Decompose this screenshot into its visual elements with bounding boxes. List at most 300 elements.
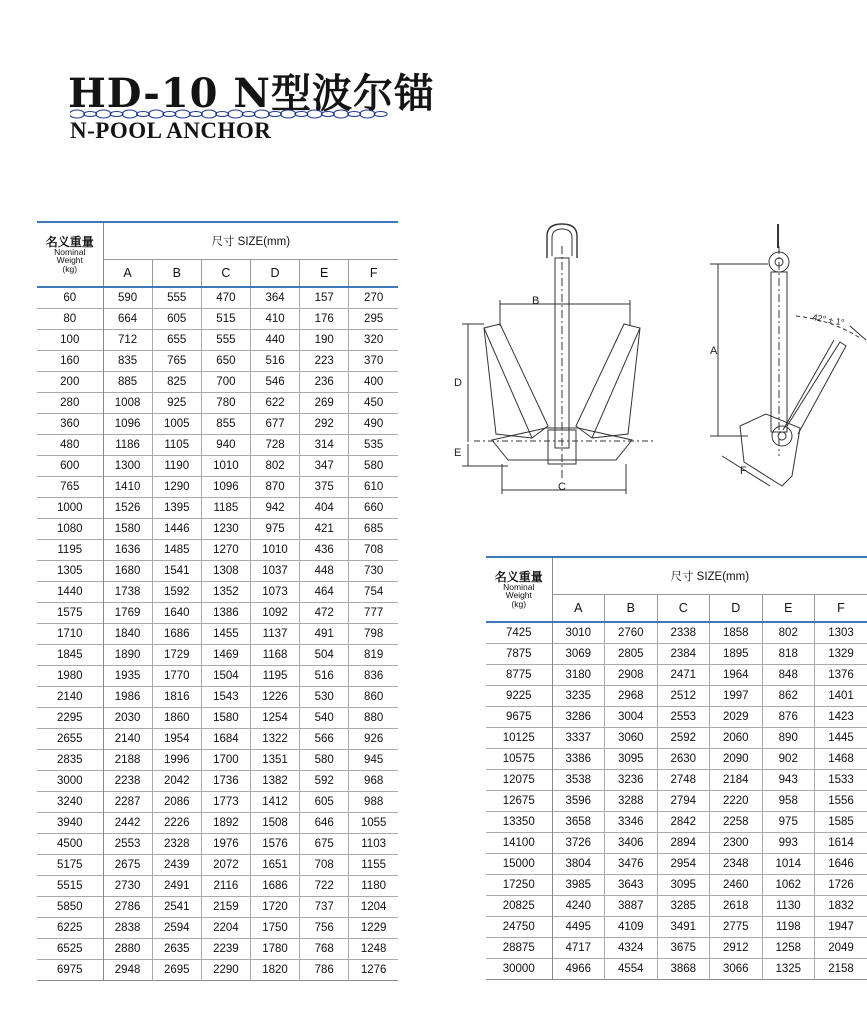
table-row	[37, 456, 398, 477]
size-cell: 2471	[657, 665, 710, 686]
table-row	[37, 393, 398, 414]
size-cell: 2158	[815, 959, 867, 980]
weight-cell: 14100	[486, 833, 552, 854]
size-cell: 1014	[762, 854, 815, 875]
size-cell: 722	[300, 876, 349, 897]
anchor-front-view	[462, 224, 654, 494]
size-cell: 2592	[657, 728, 710, 749]
size-cell: 580	[349, 456, 398, 477]
table-row	[37, 939, 398, 960]
chain-link	[281, 110, 296, 118]
size-cell: 2029	[710, 707, 763, 728]
table-row	[486, 896, 867, 917]
size-cell: 3095	[605, 749, 658, 770]
weight-cell: 3240	[37, 792, 103, 813]
size-cell: 1103	[349, 834, 398, 855]
col-f-header: F	[815, 595, 867, 623]
size-cell: 2220	[710, 791, 763, 812]
size-cell: 1964	[710, 665, 763, 686]
spec-table-2-body	[486, 622, 867, 980]
size-cell: 655	[152, 330, 201, 351]
size-cell: 504	[300, 645, 349, 666]
weight-cell: 13350	[486, 812, 552, 833]
size-cell: 2460	[710, 875, 763, 896]
size-cell: 1096	[103, 414, 152, 435]
size-cell: 1485	[152, 540, 201, 561]
weight-cell: 280	[37, 393, 103, 414]
size-cell: 1997	[710, 686, 763, 707]
table-row	[486, 854, 867, 875]
weight-cell: 60	[37, 287, 103, 309]
size-cell: 3658	[552, 812, 605, 833]
size-cell: 677	[250, 414, 299, 435]
size-cell: 1890	[103, 645, 152, 666]
size-cell: 1254	[250, 708, 299, 729]
weight-cell: 3940	[37, 813, 103, 834]
size-cell: 410	[250, 309, 299, 330]
size-cell: 2842	[657, 812, 710, 833]
size-cell: 223	[300, 351, 349, 372]
size-cell: 1096	[201, 477, 250, 498]
size-cell: 3066	[710, 959, 763, 980]
table-row	[486, 728, 867, 749]
col-b-header: B	[605, 595, 658, 623]
size-cell: 1376	[815, 665, 867, 686]
size-cell: 786	[300, 960, 349, 981]
right-fluke	[576, 324, 640, 438]
size-cell: 975	[762, 812, 815, 833]
size-cell: 3180	[552, 665, 605, 686]
col-e-header: E	[300, 260, 349, 288]
size-cell: 4717	[552, 938, 605, 959]
weight-cell: 20825	[486, 896, 552, 917]
size-cell: 2300	[710, 833, 763, 854]
table-row	[486, 770, 867, 791]
size-cell: 1508	[250, 813, 299, 834]
size-cell: 685	[349, 519, 398, 540]
size-cell: 993	[762, 833, 815, 854]
weight-cell: 2295	[37, 708, 103, 729]
size-cell: 819	[349, 645, 398, 666]
size-cell: 4109	[605, 917, 658, 938]
size-cell: 2553	[103, 834, 152, 855]
weight-cn-label: 名义重量	[494, 569, 543, 584]
size-cell: 1180	[349, 876, 398, 897]
weight-cell: 15000	[486, 854, 552, 875]
size-cell: 700	[201, 372, 250, 393]
size-cell: 2541	[152, 897, 201, 918]
size-cell: 876	[762, 707, 815, 728]
size-cell: 940	[201, 435, 250, 456]
size-cell: 2090	[710, 749, 763, 770]
size-cell: 2238	[103, 771, 152, 792]
size-cell: 1401	[815, 686, 867, 707]
size-cell: 540	[300, 708, 349, 729]
size-cell: 855	[201, 414, 250, 435]
size-header: 尺寸 SIZE(mm)	[670, 571, 750, 583]
size-cell: 2894	[657, 833, 710, 854]
table-row	[37, 750, 398, 771]
size-cell: 1651	[250, 855, 299, 876]
chain-link	[295, 112, 308, 117]
dim-label-f: F	[740, 465, 747, 477]
weight-cell: 1710	[37, 624, 103, 645]
size-cell: 364	[250, 287, 299, 309]
size-cell: 675	[300, 834, 349, 855]
table-row	[37, 519, 398, 540]
size-cell: 1073	[250, 582, 299, 603]
size-cell: 292	[300, 414, 349, 435]
table-row	[37, 855, 398, 876]
weight-cell: 7875	[486, 644, 552, 665]
table-row	[37, 960, 398, 981]
table-row	[37, 645, 398, 666]
size-cell: 1832	[815, 896, 867, 917]
size-cell: 756	[300, 918, 349, 939]
spec-table-2	[486, 556, 867, 980]
size-cell: 3236	[605, 770, 658, 791]
size-cell: 176	[300, 309, 349, 330]
size-cell: 1858	[710, 622, 763, 644]
chain-link	[175, 110, 190, 118]
chain-link	[216, 112, 229, 117]
size-cell: 1996	[152, 750, 201, 771]
size-cell: 1686	[250, 876, 299, 897]
table-row	[486, 791, 867, 812]
size-cell: 535	[349, 435, 398, 456]
weight-cell: 6975	[37, 960, 103, 981]
angle-label: 42° ± 1°	[811, 312, 846, 328]
weight-cell: 1575	[37, 603, 103, 624]
page-subtitle: N-POOL ANCHOR	[70, 118, 272, 143]
size-cell: 2086	[152, 792, 201, 813]
size-cell: 3726	[552, 833, 605, 854]
size-cell: 1105	[152, 435, 201, 456]
left-fluke	[484, 324, 548, 438]
size-cell: 515	[201, 309, 250, 330]
size-cell: 2290	[201, 960, 250, 981]
weight-cell: 10575	[486, 749, 552, 770]
size-cell: 472	[300, 603, 349, 624]
size-cell: 1290	[152, 477, 201, 498]
size-cell: 1395	[152, 498, 201, 519]
size-cell: 1533	[815, 770, 867, 791]
table-row	[37, 603, 398, 624]
dim-label-a: A	[710, 345, 718, 357]
weight-cell: 600	[37, 456, 103, 477]
table-row	[37, 813, 398, 834]
size-cell: 2553	[657, 707, 710, 728]
weight-cell: 6225	[37, 918, 103, 939]
size-cell: 3643	[605, 875, 658, 896]
table-row	[486, 707, 867, 728]
col-a-header: A	[552, 595, 605, 623]
size-cell: 1770	[152, 666, 201, 687]
size-cell: 2748	[657, 770, 710, 791]
weight-cell: 480	[37, 435, 103, 456]
size-cell: 592	[300, 771, 349, 792]
table-row	[37, 897, 398, 918]
size-cell: 1137	[250, 624, 299, 645]
size-cell: 1008	[103, 393, 152, 414]
size-cell: 1976	[201, 834, 250, 855]
weight-cell: 765	[37, 477, 103, 498]
weight-cell: 360	[37, 414, 103, 435]
size-cell: 1947	[815, 917, 867, 938]
nominal-weight-header	[37, 222, 103, 287]
weight-cell: 1440	[37, 582, 103, 603]
size-cell: 1986	[103, 687, 152, 708]
size-cell: 1303	[815, 622, 867, 644]
size-cell: 1325	[762, 959, 815, 980]
size-cell: 2912	[710, 938, 763, 959]
col-d-header: D	[710, 595, 763, 623]
size-cell: 2635	[152, 939, 201, 960]
size-cell: 1736	[201, 771, 250, 792]
size-cell: 1198	[762, 917, 815, 938]
col-b-header: B	[152, 260, 201, 288]
table-row	[37, 582, 398, 603]
size-cell: 1892	[201, 813, 250, 834]
size-cell: 580	[300, 750, 349, 771]
size-cell: 3285	[657, 896, 710, 917]
size-cell: 2287	[103, 792, 152, 813]
size-cell: 270	[349, 287, 398, 309]
size-cell: 1636	[103, 540, 152, 561]
size-cell: 2188	[103, 750, 152, 771]
chain-link	[202, 110, 217, 118]
weight-cell: 200	[37, 372, 103, 393]
size-cell: 1037	[250, 561, 299, 582]
size-cell: 1700	[201, 750, 250, 771]
weight-cell: 9225	[486, 686, 552, 707]
table-row	[486, 875, 867, 896]
weight-cell: 1195	[37, 540, 103, 561]
size-cell: 2491	[152, 876, 201, 897]
table-row	[37, 624, 398, 645]
table-row	[486, 749, 867, 770]
size-cell: 269	[300, 393, 349, 414]
dim-label-c: C	[558, 481, 566, 493]
size-cell: 926	[349, 729, 398, 750]
weight-en-line-2: Weight	[56, 255, 83, 266]
size-cell: 1646	[815, 854, 867, 875]
chain-link	[307, 110, 322, 118]
size-cell: 555	[201, 330, 250, 351]
size-cell: 3346	[605, 812, 658, 833]
size-cell: 1541	[152, 561, 201, 582]
size-cell: 2258	[710, 812, 763, 833]
size-cell: 646	[300, 813, 349, 834]
size-cell: 320	[349, 330, 398, 351]
size-cell: 1738	[103, 582, 152, 603]
size-cell: 236	[300, 372, 349, 393]
size-cell: 3060	[605, 728, 658, 749]
table-row	[486, 833, 867, 854]
size-cell: 400	[349, 372, 398, 393]
weight-cell: 12075	[486, 770, 552, 791]
size-cell: 2730	[103, 876, 152, 897]
size-cell: 2618	[710, 896, 763, 917]
size-cell: 802	[250, 456, 299, 477]
table-row	[37, 287, 398, 309]
table-row	[37, 792, 398, 813]
size-cell: 1168	[250, 645, 299, 666]
size-cell: 650	[201, 351, 250, 372]
size-cell: 1954	[152, 729, 201, 750]
chain-link	[84, 112, 97, 117]
size-cell: 590	[103, 287, 152, 309]
size-cell: 4324	[605, 938, 658, 959]
weight-en-line-2: Weight	[505, 590, 532, 601]
size-cell: 835	[103, 351, 152, 372]
weight-cell: 2835	[37, 750, 103, 771]
chain-link	[163, 112, 176, 117]
weight-cell: 9675	[486, 707, 552, 728]
size-cell: 610	[349, 477, 398, 498]
weight-cell: 12675	[486, 791, 552, 812]
weight-cell: 1080	[37, 519, 103, 540]
size-cell: 470	[201, 287, 250, 309]
size-cell: 1580	[201, 708, 250, 729]
weight-cell: 1980	[37, 666, 103, 687]
size-cell: 2968	[605, 686, 658, 707]
size-cell: 925	[152, 393, 201, 414]
size-cell: 3868	[657, 959, 710, 980]
size-cell: 370	[349, 351, 398, 372]
table-row	[37, 918, 398, 939]
size-cell: 404	[300, 498, 349, 519]
size-cell: 190	[300, 330, 349, 351]
size-cell: 2060	[710, 728, 763, 749]
weight-en-line-1: Nominal	[54, 246, 86, 257]
size-cell: 1468	[815, 749, 867, 770]
size-cell: 860	[349, 687, 398, 708]
size-cell: 1726	[815, 875, 867, 896]
chain-link	[360, 110, 375, 118]
size-cell: 440	[250, 330, 299, 351]
size-cell: 1585	[815, 812, 867, 833]
size-cell: 2140	[103, 729, 152, 750]
size-cell: 1322	[250, 729, 299, 750]
size-cell: 777	[349, 603, 398, 624]
size-cell: 2838	[103, 918, 152, 939]
chain-link	[137, 112, 150, 117]
size-cell: 1155	[349, 855, 398, 876]
size-cell: 3288	[605, 791, 658, 812]
size-cell: 708	[300, 855, 349, 876]
size-cell: 2760	[605, 622, 658, 644]
size-cell: 1258	[762, 938, 815, 959]
weight-cell: 5515	[37, 876, 103, 897]
size-cell: 3887	[605, 896, 658, 917]
chain-link	[321, 112, 334, 117]
size-cell: 4966	[552, 959, 605, 980]
size-cell: 2512	[657, 686, 710, 707]
size-cell: 2594	[152, 918, 201, 939]
size-cell: 1769	[103, 603, 152, 624]
table-header-row	[486, 557, 867, 595]
size-cell: 622	[250, 393, 299, 414]
size-cell: 1055	[349, 813, 398, 834]
size-cell: 375	[300, 477, 349, 498]
table-row	[37, 687, 398, 708]
col-c-header: C	[201, 260, 250, 288]
size-cell: 1351	[250, 750, 299, 771]
weight-cell: 24750	[486, 917, 552, 938]
size-cell: 2226	[152, 813, 201, 834]
weight-en-line-3: (kg)	[62, 263, 78, 274]
size-cell: 1062	[762, 875, 815, 896]
size-cell: 1729	[152, 645, 201, 666]
size-cell: 2049	[815, 938, 867, 959]
size-cell: 2204	[201, 918, 250, 939]
size-cell: 2042	[152, 771, 201, 792]
size-cell: 1010	[250, 540, 299, 561]
weight-cn-label: 名义重量	[45, 234, 94, 249]
size-cell: 1614	[815, 833, 867, 854]
table-row	[486, 938, 867, 959]
size-cell: 436	[300, 540, 349, 561]
size-cell: 730	[349, 561, 398, 582]
size-cell: 1386	[201, 603, 250, 624]
weight-cell: 28875	[486, 938, 552, 959]
size-cell: 3538	[552, 770, 605, 791]
chain-link	[242, 112, 255, 117]
col-e-header: E	[762, 595, 815, 623]
size-cell: 780	[201, 393, 250, 414]
size-cell: 2954	[657, 854, 710, 875]
size-cell: 157	[300, 287, 349, 309]
size-cell: 3010	[552, 622, 605, 644]
table-row	[486, 622, 867, 644]
weight-cell: 10125	[486, 728, 552, 749]
size-cell: 491	[300, 624, 349, 645]
size-cell: 314	[300, 435, 349, 456]
chain-link	[110, 112, 123, 117]
size-cell: 1935	[103, 666, 152, 687]
size-cell: 1780	[250, 939, 299, 960]
table-row	[37, 666, 398, 687]
size-cell: 1276	[349, 960, 398, 981]
size-cell: 1308	[201, 561, 250, 582]
size-cell: 1556	[815, 791, 867, 812]
size-cell: 1750	[250, 918, 299, 939]
size-cell: 1720	[250, 897, 299, 918]
size-cell: 448	[300, 561, 349, 582]
weight-cell: 1845	[37, 645, 103, 666]
size-cell: 4240	[552, 896, 605, 917]
anchor-side-view	[710, 224, 866, 486]
col-f-header: F	[349, 260, 398, 288]
size-cell: 3337	[552, 728, 605, 749]
anchor-diagram	[448, 216, 867, 498]
weight-cell: 1305	[37, 561, 103, 582]
weight-cell: 3000	[37, 771, 103, 792]
size-cell: 2786	[103, 897, 152, 918]
size-cell: 490	[349, 414, 398, 435]
size-cell: 1185	[201, 498, 250, 519]
nominal-weight-header	[486, 557, 552, 622]
table-row	[486, 812, 867, 833]
size-cell: 2805	[605, 644, 658, 665]
size-cell: 737	[300, 897, 349, 918]
size-cell: 1204	[349, 897, 398, 918]
size-cell: 885	[103, 372, 152, 393]
spec-table-1	[37, 221, 398, 981]
size-cell: 3235	[552, 686, 605, 707]
size-cell: 530	[300, 687, 349, 708]
